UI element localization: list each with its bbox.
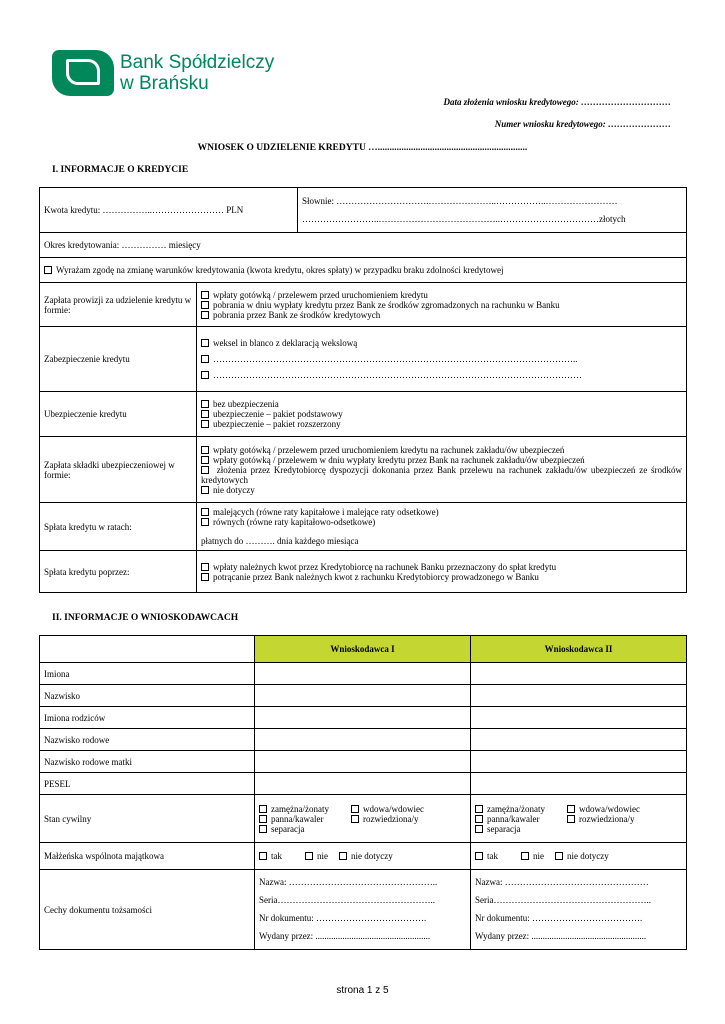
a1-separated-checkbox[interactable] — [259, 825, 267, 833]
a2-divorced-label: rozwiedziona/y — [579, 813, 635, 824]
a1-doc-series[interactable]: Seria…………………………………………….. — [259, 894, 435, 905]
row-label-imiona-rodzicow: Imiona rodziców — [40, 707, 255, 729]
applicant1-id-document — [255, 870, 471, 950]
section2-heading: II. INFORMACJE O WNIOSKODAWCACH — [52, 613, 239, 623]
a2-nd-checkbox[interactable] — [555, 852, 563, 860]
installments-label: Spłata kredytu w ratach: — [40, 503, 197, 551]
amount-field[interactable]: Kwota kredytu: ……………..…………………… PLN — [40, 188, 298, 233]
amount-words-line2: ……………………..…………………………………..……………………………złotych — [302, 214, 626, 224]
header-empty-cell — [40, 636, 255, 663]
commission-options — [197, 283, 687, 327]
repayment-option-1: wpłaty należnych kwot przez Kredytobiorcę na rachunek Banku przeznaczony do spłat kredytu — [213, 561, 557, 572]
logo-mark-icon — [52, 50, 114, 96]
applicant1-pesel[interactable] — [255, 773, 471, 795]
a2-separated-label: separacja — [487, 823, 521, 834]
a2-widowed-checkbox[interactable] — [567, 805, 575, 813]
a2-doc-issuer[interactable]: Wydany przez: ................................................... — [475, 930, 647, 941]
commission-checkbox-2[interactable] — [201, 301, 209, 309]
applicant2-id-document — [471, 870, 687, 950]
insurance-checkbox-3[interactable] — [201, 420, 209, 428]
application-number-field[interactable]: Numer wniosku kredytowego: ………………… — [494, 119, 671, 129]
installments-option-2: równych (równe raty kapitałowo-odsetkowe) — [213, 517, 376, 527]
row-label-nazwisko-rodowe: Nazwisko rodowe — [40, 729, 255, 751]
applicant1-imiona[interactable] — [255, 663, 471, 685]
marital-status-label: Stan cywilny — [40, 795, 255, 843]
applicant1-nazwisko-rodowe-matki[interactable] — [255, 751, 471, 773]
applicant2-nazwisko[interactable] — [471, 685, 687, 707]
applicant1-imiona-rodzicow[interactable] — [255, 707, 471, 729]
logo-line2: w Brańsku — [120, 73, 209, 94]
joint-property-label: Małżeńska wspólnota majątkowa — [40, 843, 255, 870]
applicant1-header: Wnioskodawca I — [255, 636, 471, 663]
credit-info-table — [39, 187, 687, 593]
row-label-pesel: PESEL — [40, 773, 255, 795]
repayment-checkbox-1[interactable] — [201, 563, 209, 571]
commission-label: Zapłata prowizji za udzielenie kredytu w formie: — [40, 283, 197, 327]
applicant1-nazwisko[interactable] — [255, 685, 471, 707]
premium-options — [197, 437, 687, 503]
a1-tak-label: tak — [271, 851, 282, 861]
commission-option-2: pobrania w dniu wypłaty kredytu przez Bank ze środków zgromadzonych na rachunku w Banku — [213, 299, 560, 310]
a1-divorced-checkbox[interactable] — [351, 815, 359, 823]
a1-separated-label: separacja — [271, 823, 305, 834]
premium-option-4: nie dotyczy — [213, 484, 255, 495]
a1-doc-number[interactable]: Nr dokumentu: ………………………………. — [259, 912, 427, 923]
a1-nie-checkbox[interactable] — [305, 852, 313, 860]
amount-words-field[interactable] — [298, 188, 687, 233]
section1-heading: I. INFORMACJE O KREDYCIE — [52, 165, 189, 175]
installments-option-1: malejących (równe raty kapitałowe i malejące raty odsetkowe) — [213, 507, 439, 517]
a1-married-label: zamężna/żonaty — [271, 803, 329, 814]
a2-separated-checkbox[interactable] — [475, 825, 483, 833]
a1-widowed-label: wdowa/wdowiec — [363, 803, 424, 814]
applicant1-marital-status — [255, 795, 471, 843]
repayment-option-2: potrącanie przez Bank należnych kwot z rachunku Kredytobiorcy prowadzonego w Banku — [213, 571, 539, 582]
insurance-label: Ubezpieczenie kredytu — [40, 392, 197, 437]
collateral-option-3[interactable]: …………………………………………………………………………………………………………… — [213, 370, 582, 380]
consent-checkbox[interactable] — [44, 266, 52, 274]
collateral-option-2[interactable]: ………………………………………………………………………………………………………….. — [213, 354, 578, 364]
a2-doc-number[interactable]: Nr dokumentu: ………………………………. — [475, 912, 643, 923]
applicant2-nazwisko-rodowe-matki[interactable] — [471, 751, 687, 773]
collateral-checkbox-1[interactable] — [201, 339, 209, 347]
bank-logo — [52, 50, 292, 96]
insurance-checkbox-2[interactable] — [201, 410, 209, 418]
repayment-options — [197, 551, 687, 593]
row-label-imiona: Imiona — [40, 663, 255, 685]
a2-single-checkbox[interactable] — [475, 815, 483, 823]
commission-option-1: wpłaty gotówką / przelewem przed uruchomieniem kredytu — [213, 289, 428, 300]
repayment-checkbox-2[interactable] — [201, 573, 209, 581]
applicant2-nazwisko-rodowe[interactable] — [471, 729, 687, 751]
applicant1-joint-property — [255, 843, 471, 870]
repayment-label: Spłata kredytu poprzez: — [40, 551, 197, 593]
a2-married-label: zamężna/żonaty — [487, 803, 545, 814]
logo-line1: Bank Spółdzielczy — [120, 52, 275, 73]
a2-tak-checkbox[interactable] — [475, 852, 483, 860]
a1-married-checkbox[interactable] — [259, 805, 267, 813]
installments-checkbox-1[interactable] — [201, 508, 209, 516]
a1-tak-checkbox[interactable] — [259, 852, 267, 860]
a2-tak-label: tak — [487, 851, 498, 861]
applicant2-header: Wnioskodawca II — [471, 636, 687, 663]
applicant2-joint-property — [471, 843, 687, 870]
installments-checkbox-2[interactable] — [201, 518, 209, 526]
applicant2-marital-status — [471, 795, 687, 843]
applicants-table — [39, 635, 687, 950]
a1-doc-issuer[interactable]: Wydany przez: ................................................... — [259, 930, 431, 941]
a1-nie-label: nie — [317, 851, 328, 861]
collateral-options — [197, 327, 687, 392]
collateral-option-1: weksel in blanco z deklaracją wekslową — [213, 338, 358, 348]
a1-nd-label: nie dotyczy — [351, 851, 393, 861]
a2-nd-label: nie dotyczy — [567, 851, 609, 861]
premium-option-1: wpłaty gotówką / przelewem przed uruchomieniem kredytu na rachunek zakładu/ów ubezpieczeń — [213, 444, 565, 455]
a1-nd-checkbox[interactable] — [339, 852, 347, 860]
a1-doc-name[interactable]: Nazwa: ………………………………………….. — [259, 876, 438, 887]
a1-single-checkbox[interactable] — [259, 815, 267, 823]
row-label-nazwisko: Nazwisko — [40, 685, 255, 707]
a2-single-label: panna/kawaler — [487, 813, 540, 824]
a1-single-label: panna/kawaler — [271, 813, 324, 824]
id-document-label: Cechy dokumentu tożsamości — [40, 870, 255, 950]
commission-checkbox-3[interactable] — [201, 311, 209, 319]
a2-divorced-checkbox[interactable] — [567, 815, 575, 823]
premium-checkbox-3[interactable] — [201, 466, 209, 474]
collateral-checkbox-2[interactable] — [201, 355, 209, 363]
premium-option-2: wpłaty gotówką / przelewem w dniu wypłaty kredytu przez Bank na rachunek zakładu/ów ubezpieczeń — [213, 454, 585, 465]
insurance-options — [197, 392, 687, 437]
premium-checkbox-1[interactable] — [201, 446, 209, 454]
insurance-checkbox-1[interactable] — [201, 400, 209, 408]
a2-nie-checkbox[interactable] — [521, 852, 529, 860]
a2-doc-series[interactable]: Seria…………………………………………….. — [475, 894, 651, 905]
consent-label: Wyrażam zgodę na zmianę warunków kredytowania (kwota kredytu, okres spłaty) w przypadku braku zdolności kredytowej — [56, 265, 504, 275]
applicant2-imiona-rodzicow[interactable] — [471, 707, 687, 729]
date-field[interactable]: Data złożenia wniosku kredytowego: ………………………… — [443, 97, 671, 107]
applicant2-imiona[interactable] — [471, 663, 687, 685]
a1-divorced-label: rozwiedziona/y — [363, 813, 419, 824]
insurance-option-1: bez ubezpieczenia — [213, 399, 279, 409]
a2-doc-name[interactable]: Nazwa: ………………………………………… — [475, 876, 649, 887]
a2-widowed-label: wdowa/wdowiec — [579, 803, 640, 814]
installments-options — [197, 503, 687, 551]
page-title: WNIOSEK O UDZIELENIE KREDYTU …............................................................... — [197, 143, 528, 153]
a2-nie-label: nie — [533, 851, 544, 861]
installments-due-day[interactable]: płatnych do ………. dnia każdego miesiąca — [201, 536, 359, 546]
commission-option-3: pobrania przez Bank ze środków kredytowych — [213, 309, 381, 320]
premium-option-3: złożenia przez Kredytobiorcę dyspozycji dokonania przez Bank przelewu na rachunek zakładu/ów ubezpieczeń ze środków kredytowych — [201, 464, 682, 485]
collateral-label: Zabezpieczenie kredytu — [40, 327, 197, 392]
insurance-option-2: ubezpieczenie – pakiet podstawowy — [213, 409, 343, 419]
page-number: strona 1 z 5 — [336, 985, 389, 996]
applicant2-pesel[interactable] — [471, 773, 687, 795]
premium-checkbox-2[interactable] — [201, 456, 209, 464]
applicant1-nazwisko-rodowe[interactable] — [255, 729, 471, 751]
collateral-checkbox-3[interactable] — [201, 371, 209, 379]
premium-label: Zapłata składki ubezpieczeniowej w formie: — [40, 437, 197, 503]
consent-row — [40, 258, 687, 283]
amount-words-line1: Słownie: ………………………….…………………..……………..…………………… — [302, 196, 618, 206]
period-field[interactable]: Okres kredytowania: …………… miesięcy — [40, 233, 687, 258]
row-label-nazwisko-rodowe-matki: Nazwisko rodowe matki — [40, 751, 255, 773]
commission-checkbox-1[interactable] — [201, 291, 209, 299]
a2-married-checkbox[interactable] — [475, 805, 483, 813]
premium-checkbox-4[interactable] — [201, 486, 209, 494]
insurance-option-3: ubezpieczenie – pakiet rozszerzony — [213, 419, 341, 429]
a1-widowed-checkbox[interactable] — [351, 805, 359, 813]
